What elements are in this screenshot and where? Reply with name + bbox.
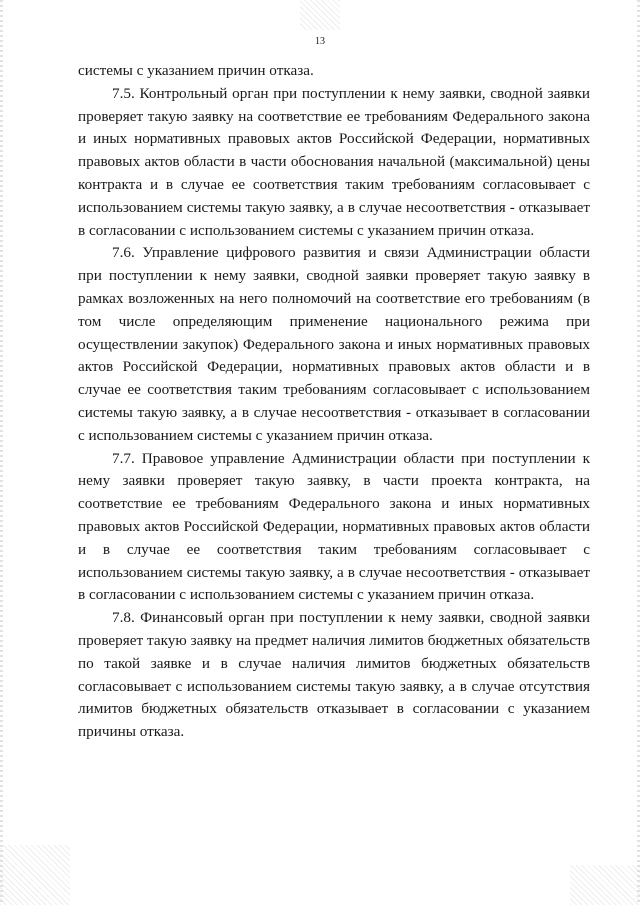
paragraph-7-8: 7.8. Финансовый орган при поступлении к нему заявки, сводной заявки проверяет такую заявку на предмет наличия лимитов бюджетных обязательств по такой заявке и в случае наличия лимитов бюджетных обязательств согласовывает с использованием системы такую заявку, а в случае отсутствия лимитов бюджетных обязательств отказывает в согласовании с указанием причины отказа.	[78, 609, 590, 741]
paragraph-7-5: 7.5. Контрольный орган при поступлении к нему заявки, сводной заявки проверяет такую заявку на соответствие ее требованиям Федерального закона и иных нормативных правовых актов Российской Федерации, нормативных правовых актов области в части обоснования начальной (максимальной) цены контракта и в случае ее соответствия таким требованиям согласовывает с использованием системы такую заявку, а в случае несоответствия - отказывает в согласовании с использованием системы с указанием причин отказа.	[78, 84, 590, 239]
paragraph-7-7: 7.7. Правовое управление Администрации области при поступлении к нему заявки проверяет такую заявку, в части проекта контракта, на соответствие ее требованиям Федерального закона и иных нормативных правовых актов Российской Федерации, нормативных правовых актов области и в случае ее соответствия таким требованиям согласовывает с использованием системы такую заявку, а в случае несоответствия - отказывает в согласовании с использованием системы с указанием причин отказа.	[78, 449, 590, 604]
scan-artifact-bottom-left	[0, 845, 70, 905]
paragraph-7-6: 7.6. Управление цифрового развития и связи Администрации области при поступлении к нему заявки, сводной заявки проверяет такую заявку в рамках возложенных на него полномочий на соответствие его требованиям (в том числе определяющим применение национального режима при осуществлении закупок) Федерального закона и иных нормативных правовых актов Российской Федерации, нормативных правовых актов области и в случае ее соответствия таким требованиям согласовывает с использованием системы такую заявку, а в случае несоответствия - отказывает в согласовании с использованием системы с указанием причин отказа.	[78, 244, 590, 444]
document-body	[78, 60, 590, 744]
page-number: 13	[315, 36, 325, 47]
scan-artifact-top	[300, 0, 340, 30]
paragraph-continuation: системы с указанием причин отказа.	[78, 62, 314, 79]
scan-artifact-bottom-right	[570, 865, 640, 905]
scan-edge-left	[0, 0, 3, 905]
